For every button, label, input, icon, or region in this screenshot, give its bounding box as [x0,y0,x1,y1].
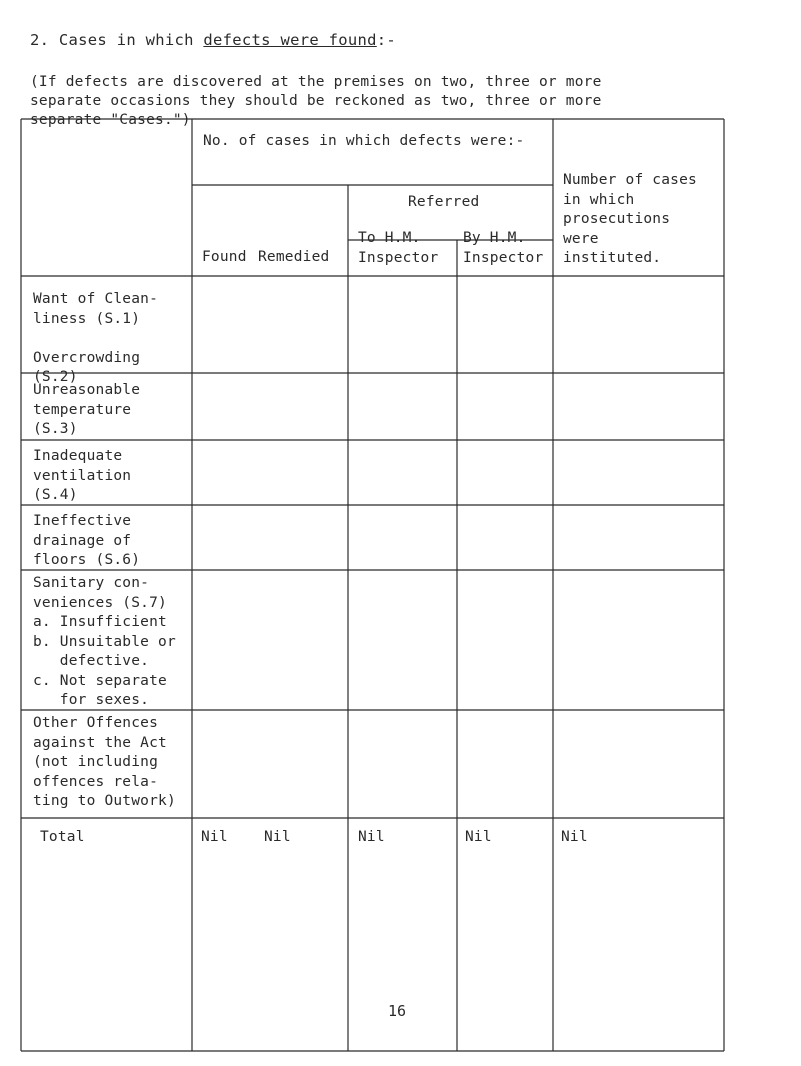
total-by-hm: Nil [465,829,492,845]
total-label: Total [40,829,85,845]
row-label-other-offences: Other Offences against the Act (not including offences rela- ting to Outwork) [33,715,176,809]
row-label-temperature: Unreasonable temperature (S.3) [33,382,141,437]
row-label-sanitary: Sanitary con- veniences (S.7) a. Insufficient b. Unsuitable or defective. c. Not separate for sexes. [33,575,176,708]
header-main: No. of cases in which defects were:- [203,133,525,149]
total-found: Nil [201,829,228,845]
reckoning-note: (If defects are discovered at the premises on two, three or more separate occasions they should be reckoned as two, three or more separate "Cases.") [30,74,602,128]
section-title-start: Cases in which [58,31,204,49]
row-label-drainage: Ineffective drainage of floors (S.6) [33,513,141,568]
header-remedied: Remedied [258,249,330,265]
section-heading [30,31,396,49]
header-to-hm-inspector: To H.M. Inspector [358,230,439,266]
total-to-hm: Nil [358,829,385,845]
header-referred: Referred [408,194,480,210]
header-by-hm-inspector: By H.M. Inspector [463,230,544,266]
header-prosecutions: Number of cases in which prosecutions were instituted. [563,172,697,266]
row-label-cleanliness: Want of Clean- liness (S.1) Overcrowding (S.2) [33,291,159,385]
row-label-ventilation: Inadequate ventilation (S.4) [33,448,132,503]
total-remedied: Nil [264,829,291,845]
header-found: Found [202,249,247,265]
total-prosecutions: Nil [561,829,588,845]
section-number: 2. [30,31,50,49]
section-title-end: :- [376,31,397,49]
page-number: 16 [388,1002,407,1020]
section-title-underlined: defects were found [203,31,377,49]
